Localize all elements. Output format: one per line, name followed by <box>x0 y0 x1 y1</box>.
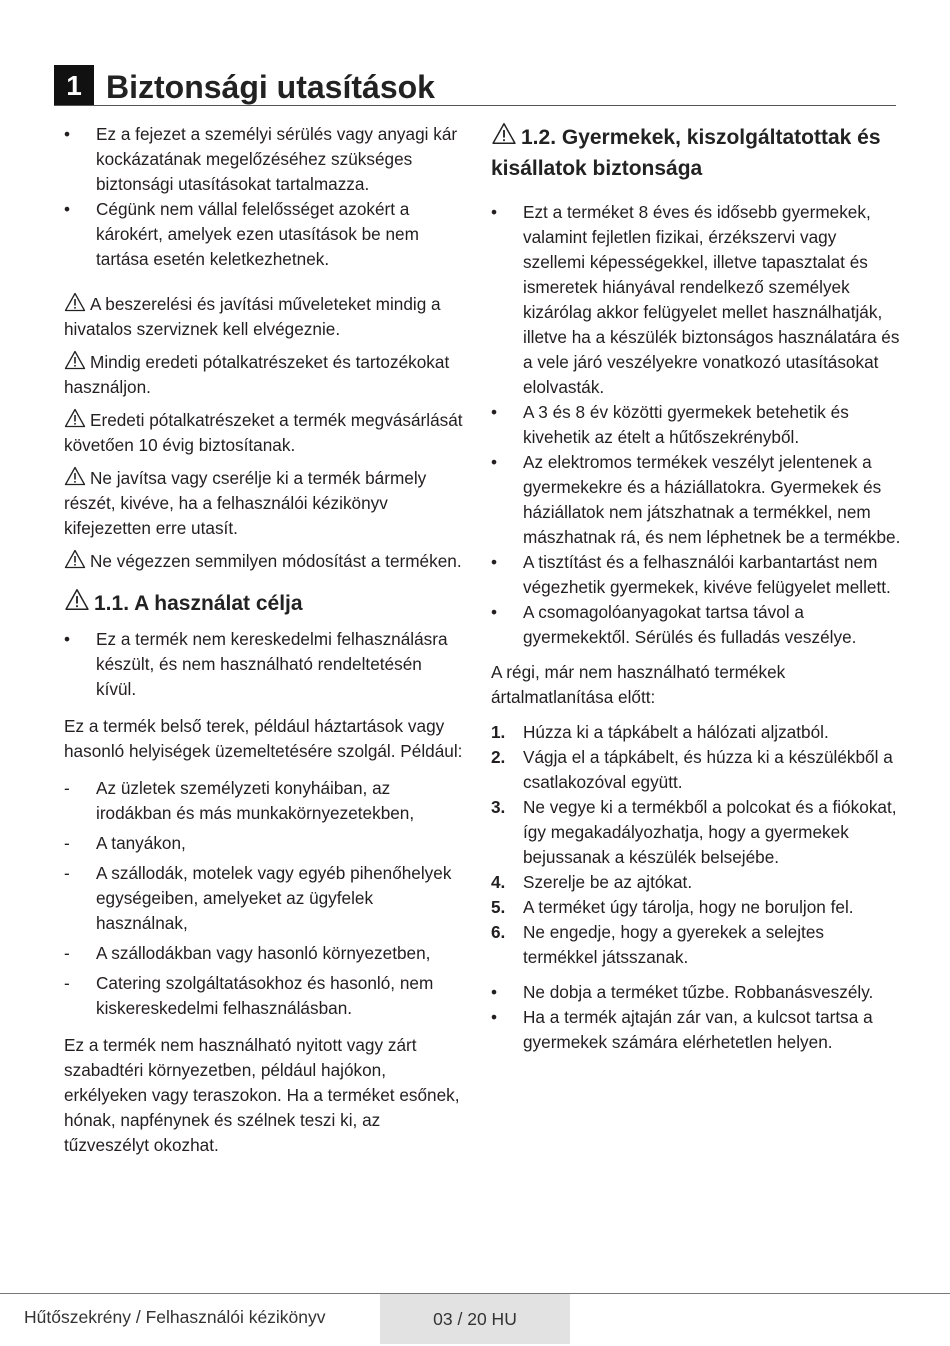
list-item: • A 3 és 8 év közötti gyermekek betehetik és kivehetik az ételt a hűtőszekrényből. <box>491 402 849 447</box>
list-item: - A szállodák, motelek vagy egyéb pihenőhelyek egységeiben, amelyeket az ügyfelek használnak, <box>64 863 452 933</box>
footer-title: Hűtőszekrény / Felhasználói kézikönyv <box>24 1307 326 1327</box>
paragraph: Ez a termék belső terek, például háztartások vagy hasonló helyiségek üzemeltetésére szolgál. Például: <box>64 716 463 761</box>
list-item: 5. A terméket úgy tárolja, hogy ne boruljon fel. <box>491 897 854 917</box>
list-item: • Ne dobja a terméket tűzbe. Robbanásveszély. <box>491 982 874 1002</box>
list-item: • Cégünk nem vállal felelősséget azokért a károkért, amelyek ezen utasítások be nem tartása esetén keletkezhetnek. <box>64 199 419 269</box>
section-heading-1-2: 1.2. Gyermekek, kiszolgáltatottak és kisállatok biztonsága <box>491 122 901 184</box>
warning-triangle-icon <box>64 588 90 611</box>
list-item: • Ezt a terméket 8 éves és idősebb gyermekek, valamint fejletlen fizikai, érzékszervi vagy szellemi képességekkel, illetve tapasztalat és ismeretek hiányával rendelkező személyek kizárólag akkor felügyelet mellet használhatják, illetve ha a készülék biztonságos használatára és a vele járó veszélyekre vonatkozó utasításokat elolvasták. <box>491 202 900 397</box>
warning-triangle-icon <box>64 350 86 370</box>
disposal-steps <box>491 720 901 970</box>
list-item: • Az elektromos termékek veszélyt jelentenek a gyermekekre és a háziállatokra. Gyermekek és háziállatok nem játszhatnak a termékkel, nem mászhatnak rá, és nem léphetnek be a termékbe. <box>491 452 901 547</box>
list-item: 6. Ne engedje, hogy a gyerekek a selejtes termékkel játsszanak. <box>491 922 824 967</box>
use-list <box>64 627 464 702</box>
list-item: • Ha a termék ajtaján zár van, a kulcsot tartsa a gyermekek számára elérhetetlen helyen. <box>491 1007 873 1052</box>
intro-list <box>64 122 464 272</box>
section-heading-1-1: 1.1. A használat célja <box>64 588 464 619</box>
right-column <box>491 122 901 1055</box>
paragraph: A régi, már nem használható termékek ártalmatlanítása előtt: <box>491 662 786 707</box>
list-item: 3. Ne vegye ki a termékből a polcokat és a fiókokat, így megakadályozhatja, hogy a gyermekek bejussanak a készülék belsejébe. <box>491 797 897 867</box>
final-list <box>491 980 901 1055</box>
list-item: - A tanyákon, <box>64 833 186 853</box>
list-item: • A csomagolóanyagokat tartsa távol a gyermekektől. Sérülés és fulladás veszélye. <box>491 602 857 647</box>
list-item: - Catering szolgáltatásokhoz és hasonló, nem kiskereskedelmi felhasználásban. <box>64 973 434 1018</box>
list-item: • Ez a termék nem kereskedelmi felhasználásra készült, és nem használható rendeltetésén kívül. <box>64 629 448 699</box>
warning-triangle-icon <box>64 292 86 312</box>
list-item: - A szállodákban vagy hasonló környezetben, <box>64 943 431 963</box>
warning-note: Ne javítsa vagy cserélje ki a termék bármely részét, kivéve, ha a felhasználói kézikönyv kifejezetten erre utasít. <box>64 468 427 538</box>
warning-note: Ne végezzen semmilyen módosítást a terméken. <box>64 549 464 574</box>
list-item: 4. Szerelje be az ajtókat. <box>491 872 693 892</box>
paragraph: Ez a termék nem használható nyitott vagy zárt szabadtéri környezetben, például hajókon, erkélyeken vagy teraszokon. Ha a terméket esőnek, hónak, napfénynek és szélnek teszi ki, az tűzveszélyt okozhat. <box>64 1035 460 1155</box>
warning-note: Mindig eredeti pótalkatrészeket és tartozékokat használjon. <box>64 352 450 397</box>
chapter-number: 1 <box>54 65 94 105</box>
page-number: 03 / 20 HU <box>380 1294 570 1344</box>
chapter-header <box>54 65 896 106</box>
dash-list <box>64 776 464 1021</box>
warning-triangle-icon <box>64 549 86 569</box>
warning-note: Eredeti pótalkatrészeket a termék megvásárlását követően 10 évig biztosítanak. <box>64 410 463 455</box>
list-item: 1. Húzza ki a tápkábelt a hálózati aljzatból. <box>491 722 829 742</box>
warning-triangle-icon <box>491 122 517 145</box>
warning-note: A beszerelési és javítási műveleteket mindig a hivatalos szerviznek kell elvégeznie. <box>64 294 441 339</box>
list-item: • A tisztítást és a felhasználói karbantartást nem végezhetik gyermekek, kivéve felügyelet mellett. <box>491 552 891 597</box>
list-item: - Az üzletek személyzeti konyháiban, az irodákban és más munkakörnyezetekben, <box>64 778 415 823</box>
list-item: 2. Vágja el a tápkábelt, és húzza ki a készülékből a csatlakozóval együtt. <box>491 747 893 792</box>
safety-list <box>491 200 901 650</box>
warning-triangle-icon <box>64 408 86 428</box>
list-item: • Ez a fejezet a személyi sérülés vagy anyagi kár kockázatának megelőzéséhez szükséges biztonsági utasításokat tartalmazza. <box>64 124 458 194</box>
left-column <box>64 122 464 1158</box>
warning-triangle-icon <box>64 466 86 486</box>
chapter-title: Biztonsági utasítások <box>106 69 435 105</box>
